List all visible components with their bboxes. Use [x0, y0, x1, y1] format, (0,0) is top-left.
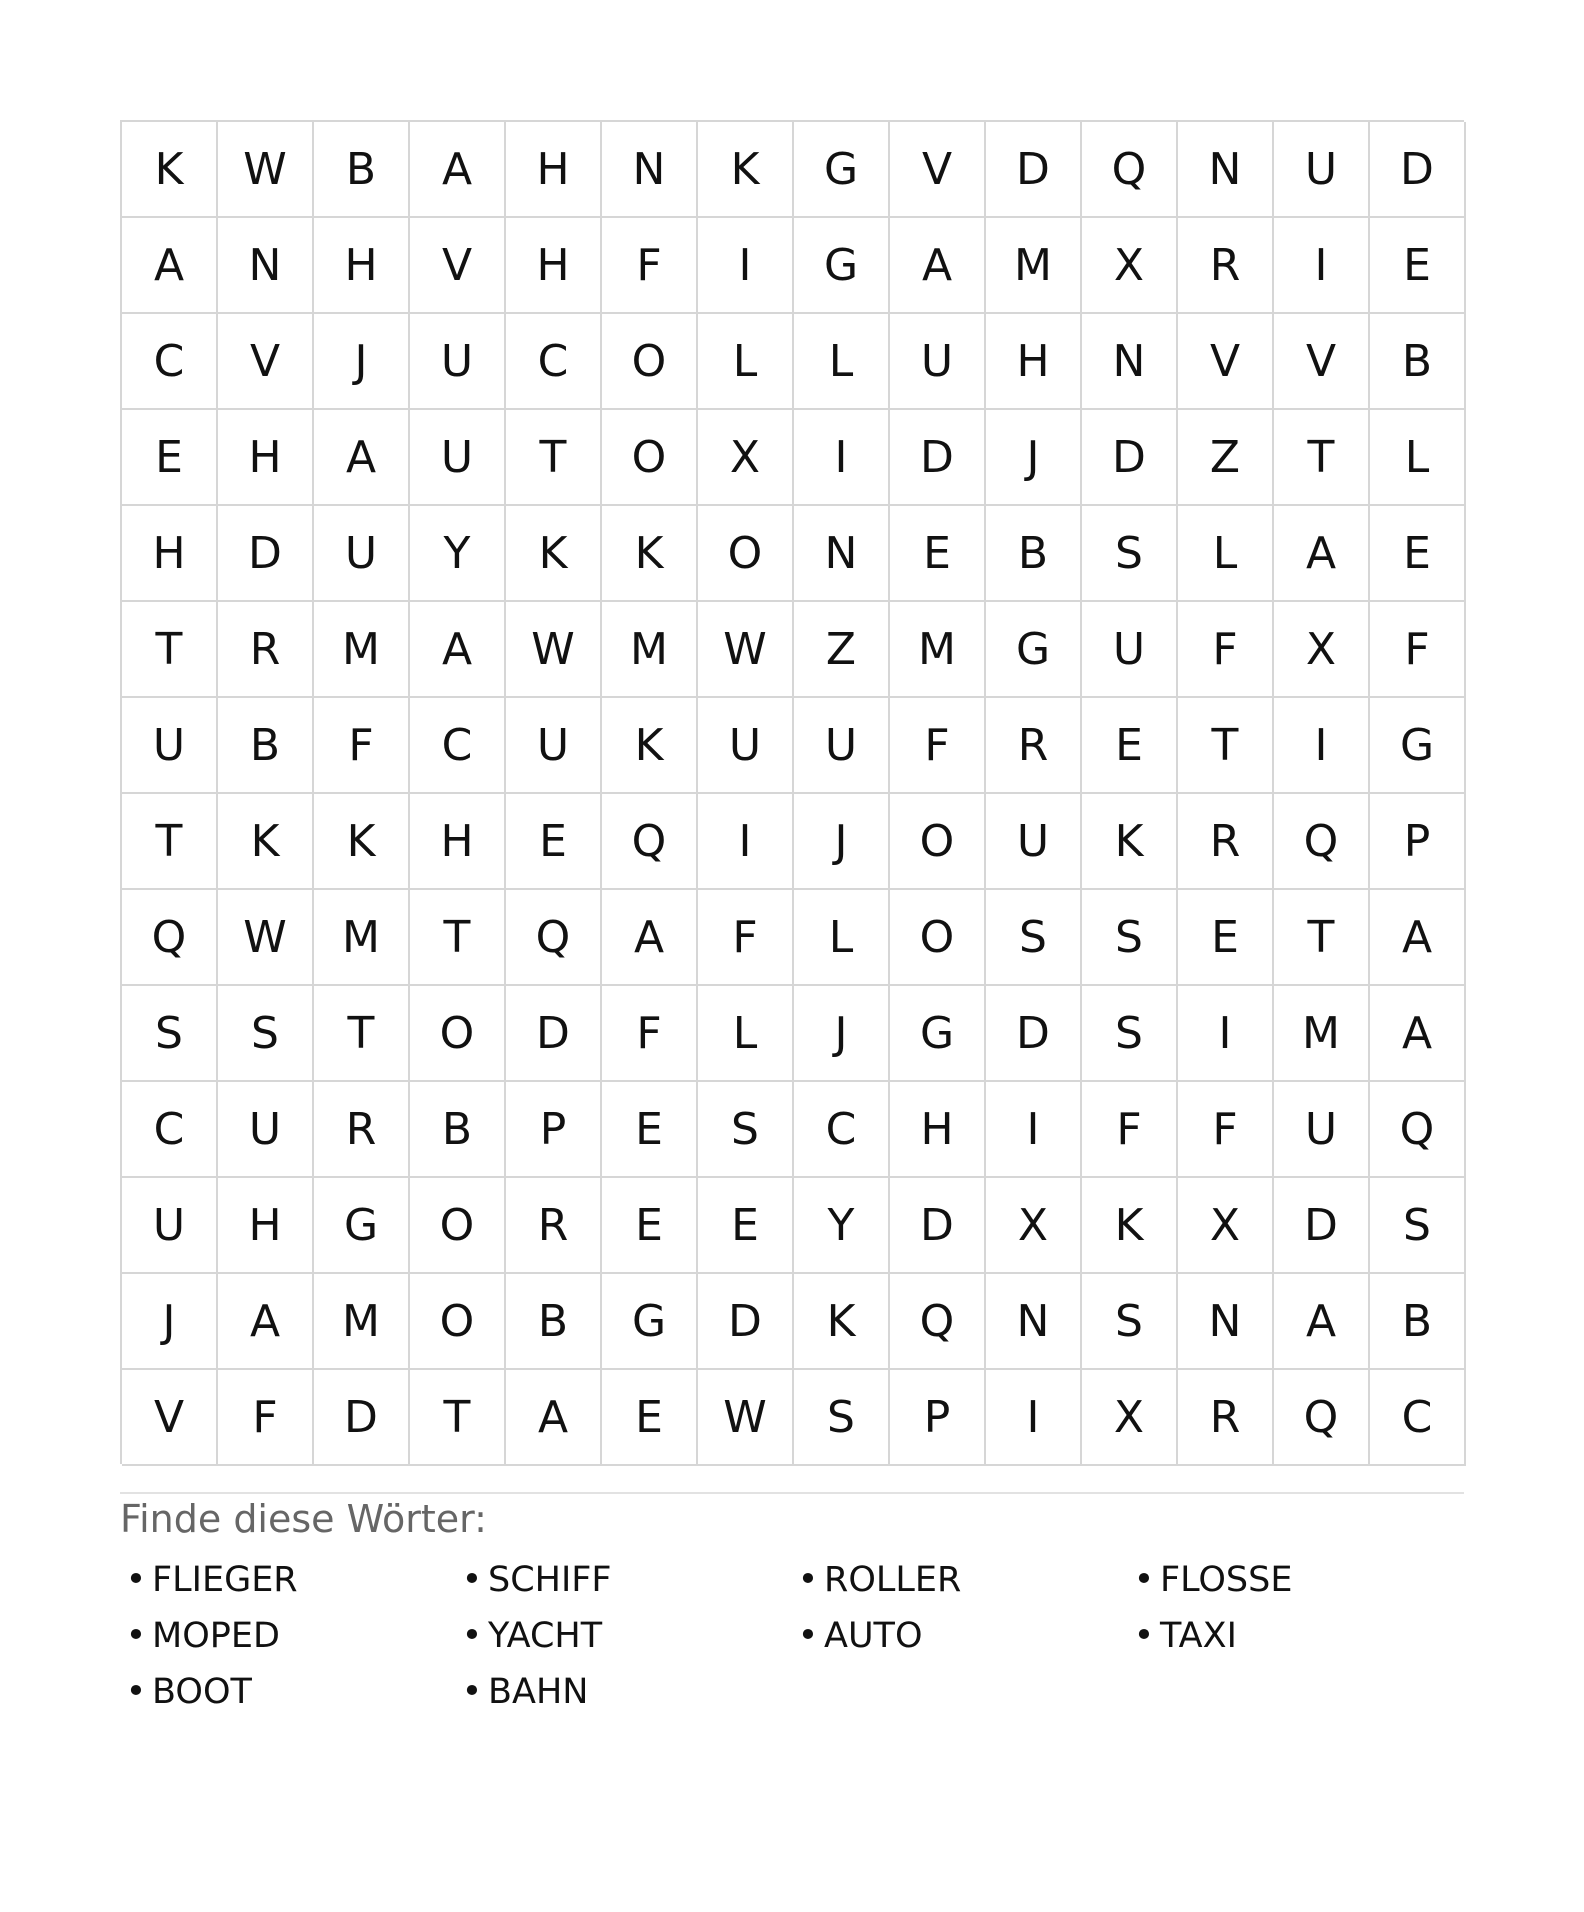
grid-cell[interactable]: A — [218, 1274, 314, 1370]
grid-cell[interactable]: A — [1274, 506, 1370, 602]
grid-cell[interactable]: A — [410, 122, 506, 218]
grid-cell[interactable]: Q — [1082, 122, 1178, 218]
grid-cell[interactable]: I — [698, 794, 794, 890]
word-label: TAXI — [1160, 1616, 1237, 1656]
word-label: MOPED — [152, 1616, 280, 1656]
grid-cell[interactable]: O — [602, 410, 698, 506]
grid-cell[interactable]: S — [1370, 1178, 1466, 1274]
grid-cell[interactable]: V — [218, 314, 314, 410]
grid-cell[interactable]: M — [602, 602, 698, 698]
grid-cell[interactable]: L — [794, 314, 890, 410]
grid-cell[interactable]: B — [410, 1082, 506, 1178]
grid-cell[interactable]: X — [1178, 1178, 1274, 1274]
grid-cell[interactable]: F — [1370, 602, 1466, 698]
grid-cell[interactable]: R — [986, 698, 1082, 794]
bullet-icon: • — [1133, 1560, 1155, 1600]
grid-cell[interactable]: K — [218, 794, 314, 890]
grid-cell[interactable]: S — [698, 1082, 794, 1178]
word-list-item — [456, 1664, 792, 1720]
grid-cell[interactable]: B — [218, 698, 314, 794]
grid-cell[interactable]: J — [122, 1274, 218, 1370]
grid-cell[interactable]: T — [1274, 890, 1370, 986]
grid-cell[interactable]: K — [698, 122, 794, 218]
grid-cell[interactable]: N — [986, 1274, 1082, 1370]
grid-cell[interactable]: I — [1274, 698, 1370, 794]
word-list-item — [120, 1608, 456, 1664]
grid-cell[interactable]: I — [1274, 218, 1370, 314]
grid-cell[interactable]: U — [1274, 1082, 1370, 1178]
grid-cell[interactable]: S — [1082, 890, 1178, 986]
grid-cell[interactable]: X — [1082, 1370, 1178, 1466]
grid-cell[interactable]: E — [122, 410, 218, 506]
grid-cell[interactable]: B — [1370, 1274, 1466, 1370]
grid-cell[interactable]: G — [602, 1274, 698, 1370]
word-label: BAHN — [488, 1672, 589, 1712]
grid-cell[interactable]: O — [698, 506, 794, 602]
grid-cell[interactable]: R — [1178, 1370, 1274, 1466]
grid-cell[interactable]: K — [506, 506, 602, 602]
grid-cell[interactable]: D — [1370, 122, 1466, 218]
grid-cell[interactable]: C — [122, 314, 218, 410]
grid-cell[interactable]: C — [122, 1082, 218, 1178]
grid-cell[interactable]: J — [794, 794, 890, 890]
grid-cell[interactable]: V — [890, 122, 986, 218]
grid-cell[interactable]: H — [506, 122, 602, 218]
grid-cell[interactable]: I — [986, 1082, 1082, 1178]
grid-cell[interactable]: W — [218, 890, 314, 986]
grid-cell[interactable]: U — [698, 698, 794, 794]
grid-cell[interactable]: T — [314, 986, 410, 1082]
grid-cell[interactable]: F — [602, 986, 698, 1082]
grid-cell[interactable]: I — [986, 1370, 1082, 1466]
grid-cell[interactable]: K — [794, 1274, 890, 1370]
grid-cell[interactable]: U — [1082, 602, 1178, 698]
grid-cell[interactable]: W — [698, 1370, 794, 1466]
grid-cell[interactable]: K — [314, 794, 410, 890]
grid-cell[interactable]: D — [1274, 1178, 1370, 1274]
grid-cell[interactable]: M — [314, 1274, 410, 1370]
grid-cell[interactable]: T — [122, 602, 218, 698]
grid-cell[interactable]: N — [602, 122, 698, 218]
grid-cell[interactable]: Q — [1370, 1082, 1466, 1178]
grid-cell[interactable]: J — [986, 410, 1082, 506]
grid-cell[interactable]: W — [506, 602, 602, 698]
grid-cell[interactable]: Z — [794, 602, 890, 698]
grid-cell[interactable]: H — [506, 218, 602, 314]
grid-cell[interactable]: A — [506, 1370, 602, 1466]
grid-cell[interactable]: D — [986, 986, 1082, 1082]
grid-cell[interactable]: V — [122, 1370, 218, 1466]
grid-cell[interactable]: V — [1178, 314, 1274, 410]
grid-cell[interactable]: G — [794, 218, 890, 314]
bullet-icon: • — [461, 1672, 483, 1712]
grid-cell[interactable]: G — [1370, 698, 1466, 794]
grid-cell[interactable]: A — [122, 218, 218, 314]
grid-cell[interactable]: N — [1082, 314, 1178, 410]
grid-cell[interactable]: G — [794, 122, 890, 218]
grid-cell[interactable]: F — [890, 698, 986, 794]
grid-cell[interactable]: R — [1178, 794, 1274, 890]
grid-cell[interactable]: H — [122, 506, 218, 602]
grid-cell[interactable]: M — [986, 218, 1082, 314]
grid-cell[interactable]: Q — [1274, 1370, 1370, 1466]
grid-cell[interactable]: M — [890, 602, 986, 698]
grid-cell[interactable]: A — [1370, 890, 1466, 986]
grid-cell[interactable]: U — [122, 1178, 218, 1274]
grid-cell[interactable]: L — [698, 314, 794, 410]
grid-cell[interactable]: U — [410, 314, 506, 410]
grid-cell[interactable]: M — [314, 602, 410, 698]
grid-cell[interactable]: V — [1274, 314, 1370, 410]
grid-cell[interactable]: D — [314, 1370, 410, 1466]
grid-cell[interactable]: P — [506, 1082, 602, 1178]
bullet-icon: • — [125, 1560, 147, 1600]
grid-cell[interactable]: D — [1082, 410, 1178, 506]
bullet-icon: • — [461, 1616, 483, 1656]
bullet-icon: • — [461, 1560, 483, 1600]
grid-cell[interactable]: X — [1274, 602, 1370, 698]
grid-cell[interactable]: E — [1370, 506, 1466, 602]
grid-cell[interactable]: K — [602, 506, 698, 602]
grid-cell[interactable]: N — [1178, 1274, 1274, 1370]
grid-cell[interactable]: F — [1082, 1082, 1178, 1178]
word-label: FLIEGER — [152, 1560, 298, 1600]
grid-cell[interactable]: G — [890, 986, 986, 1082]
grid-cell[interactable]: D — [890, 1178, 986, 1274]
grid-cell[interactable]: U — [986, 794, 1082, 890]
instructions-heading: Finde diese Wörter: — [120, 1497, 487, 1541]
grid-cell[interactable]: R — [314, 1082, 410, 1178]
grid-cell[interactable]: D — [986, 122, 1082, 218]
grid-cell[interactable]: T — [506, 410, 602, 506]
grid-cell[interactable]: C — [794, 1082, 890, 1178]
word-list-item — [792, 1552, 1128, 1608]
grid-cell[interactable]: U — [122, 698, 218, 794]
word-list-item — [120, 1552, 456, 1608]
grid-cell[interactable]: S — [1082, 506, 1178, 602]
word-list-item — [792, 1608, 1128, 1664]
grid-cell[interactable]: M — [1274, 986, 1370, 1082]
grid-cell[interactable]: A — [602, 890, 698, 986]
grid-cell[interactable]: X — [986, 1178, 1082, 1274]
word-label: BOOT — [152, 1672, 252, 1712]
grid-cell[interactable]: J — [314, 314, 410, 410]
grid-cell[interactable]: E — [1082, 698, 1178, 794]
grid-cell[interactable]: G — [314, 1178, 410, 1274]
grid-cell[interactable]: H — [314, 218, 410, 314]
grid-cell[interactable]: K — [1082, 1178, 1178, 1274]
grid-cell[interactable]: I — [698, 218, 794, 314]
grid-cell[interactable]: Q — [602, 794, 698, 890]
grid-cell[interactable]: Q — [890, 1274, 986, 1370]
grid-cell[interactable]: E — [602, 1370, 698, 1466]
grid-cell[interactable]: C — [1370, 1370, 1466, 1466]
word-label: AUTO — [824, 1616, 923, 1656]
grid-cell[interactable]: O — [602, 314, 698, 410]
grid-cell[interactable]: Y — [410, 506, 506, 602]
grid-cell[interactable]: E — [602, 1178, 698, 1274]
grid-cell[interactable]: U — [1274, 122, 1370, 218]
grid-cell[interactable]: Q — [1274, 794, 1370, 890]
word-label: SCHIFF — [488, 1560, 612, 1600]
letter-grid — [120, 120, 1464, 1464]
grid-cell[interactable]: K — [122, 122, 218, 218]
grid-cell[interactable]: T — [1178, 698, 1274, 794]
grid-cell[interactable]: A — [1370, 986, 1466, 1082]
grid-cell[interactable]: E — [698, 1178, 794, 1274]
grid-cell[interactable]: A — [1274, 1274, 1370, 1370]
grid-cell[interactable]: L — [1178, 506, 1274, 602]
grid-cell[interactable]: D — [506, 986, 602, 1082]
grid-cell[interactable]: F — [218, 1370, 314, 1466]
grid-cell[interactable]: E — [890, 506, 986, 602]
grid-cell[interactable]: R — [218, 602, 314, 698]
word-label: ROLLER — [824, 1560, 962, 1600]
grid-cell[interactable]: U — [794, 698, 890, 794]
grid-cell[interactable]: U — [410, 410, 506, 506]
grid-cell[interactable]: L — [794, 890, 890, 986]
grid-cell[interactable]: S — [794, 1370, 890, 1466]
grid-cell[interactable]: X — [1082, 218, 1178, 314]
grid-cell[interactable]: B — [506, 1274, 602, 1370]
grid-cell[interactable]: S — [218, 986, 314, 1082]
grid-cell[interactable]: N — [794, 506, 890, 602]
grid-cell[interactable]: D — [698, 1274, 794, 1370]
grid-cell[interactable]: L — [698, 986, 794, 1082]
grid-cell[interactable]: P — [890, 1370, 986, 1466]
grid-cell[interactable]: F — [1178, 1082, 1274, 1178]
word-list-item — [456, 1608, 792, 1664]
grid-cell[interactable]: N — [218, 218, 314, 314]
word-list-item — [1128, 1608, 1464, 1664]
grid-cell[interactable]: K — [1082, 794, 1178, 890]
grid-cell[interactable]: O — [890, 890, 986, 986]
grid-cell[interactable]: A — [314, 410, 410, 506]
bullet-icon: • — [125, 1672, 147, 1712]
grid-cell[interactable]: U — [890, 314, 986, 410]
grid-cell[interactable]: D — [218, 506, 314, 602]
grid-cell[interactable]: O — [410, 1178, 506, 1274]
grid-cell[interactable]: E — [602, 1082, 698, 1178]
grid-cell[interactable]: U — [506, 698, 602, 794]
grid-cell[interactable]: K — [602, 698, 698, 794]
grid-cell[interactable]: W — [698, 602, 794, 698]
grid-cell[interactable]: F — [1178, 602, 1274, 698]
grid-cell[interactable]: H — [218, 410, 314, 506]
grid-cell[interactable]: Q — [506, 890, 602, 986]
bullet-icon: • — [1133, 1616, 1155, 1656]
grid-cell[interactable]: X — [698, 410, 794, 506]
grid-cell[interactable]: Q — [122, 890, 218, 986]
grid-cell[interactable]: T — [1274, 410, 1370, 506]
grid-cell[interactable]: H — [986, 314, 1082, 410]
grid-cell[interactable]: O — [410, 1274, 506, 1370]
grid-cell[interactable]: H — [218, 1178, 314, 1274]
grid-cell[interactable]: D — [890, 410, 986, 506]
grid-cell[interactable]: I — [794, 410, 890, 506]
grid-cell[interactable]: G — [986, 602, 1082, 698]
grid-cell[interactable]: W — [218, 122, 314, 218]
grid-cell[interactable]: A — [410, 602, 506, 698]
grid-cell[interactable]: U — [218, 1082, 314, 1178]
grid-cell[interactable]: Z — [1178, 410, 1274, 506]
grid-cell[interactable]: U — [314, 506, 410, 602]
word-list — [120, 1552, 1464, 1720]
word-list-item — [120, 1664, 456, 1720]
grid-cell[interactable]: F — [602, 218, 698, 314]
grid-cell[interactable]: E — [506, 794, 602, 890]
grid-cell[interactable]: R — [1178, 218, 1274, 314]
grid-cell[interactable]: S — [122, 986, 218, 1082]
grid-cell[interactable]: B — [1370, 314, 1466, 410]
grid-cell[interactable]: T — [122, 794, 218, 890]
grid-cell[interactable]: M — [314, 890, 410, 986]
grid-cell[interactable]: I — [1178, 986, 1274, 1082]
grid-cell[interactable]: F — [698, 890, 794, 986]
grid-cell[interactable]: C — [506, 314, 602, 410]
bullet-icon: • — [797, 1616, 819, 1656]
word-list-item — [1128, 1552, 1464, 1608]
grid-cell[interactable]: H — [410, 794, 506, 890]
grid-cell[interactable]: V — [410, 218, 506, 314]
word-label: FLOSSE — [1160, 1560, 1293, 1600]
grid-cell[interactable]: E — [1370, 218, 1466, 314]
grid-cell[interactable]: H — [890, 1082, 986, 1178]
grid-cell[interactable]: O — [410, 986, 506, 1082]
grid-cell[interactable]: O — [890, 794, 986, 890]
grid-cell[interactable]: F — [314, 698, 410, 794]
grid-cell[interactable]: E — [1178, 890, 1274, 986]
grid-cell[interactable]: S — [986, 890, 1082, 986]
grid-cell[interactable]: A — [890, 218, 986, 314]
grid-cell[interactable]: S — [1082, 986, 1178, 1082]
bullet-icon: • — [797, 1560, 819, 1600]
grid-cell[interactable]: N — [1178, 122, 1274, 218]
grid-cell[interactable]: S — [1082, 1274, 1178, 1370]
grid-cell[interactable]: L — [1370, 410, 1466, 506]
grid-cell[interactable]: R — [506, 1178, 602, 1274]
grid-cell[interactable]: B — [986, 506, 1082, 602]
grid-cell[interactable]: J — [794, 986, 890, 1082]
grid-cell[interactable]: P — [1370, 794, 1466, 890]
word-list-item — [456, 1552, 792, 1608]
grid-cell[interactable]: B — [314, 122, 410, 218]
bullet-icon: • — [125, 1616, 147, 1656]
grid-cell[interactable]: T — [410, 1370, 506, 1466]
grid-cell[interactable]: T — [410, 890, 506, 986]
grid-cell[interactable]: Y — [794, 1178, 890, 1274]
grid-cell[interactable]: C — [410, 698, 506, 794]
word-label: YACHT — [488, 1616, 603, 1656]
